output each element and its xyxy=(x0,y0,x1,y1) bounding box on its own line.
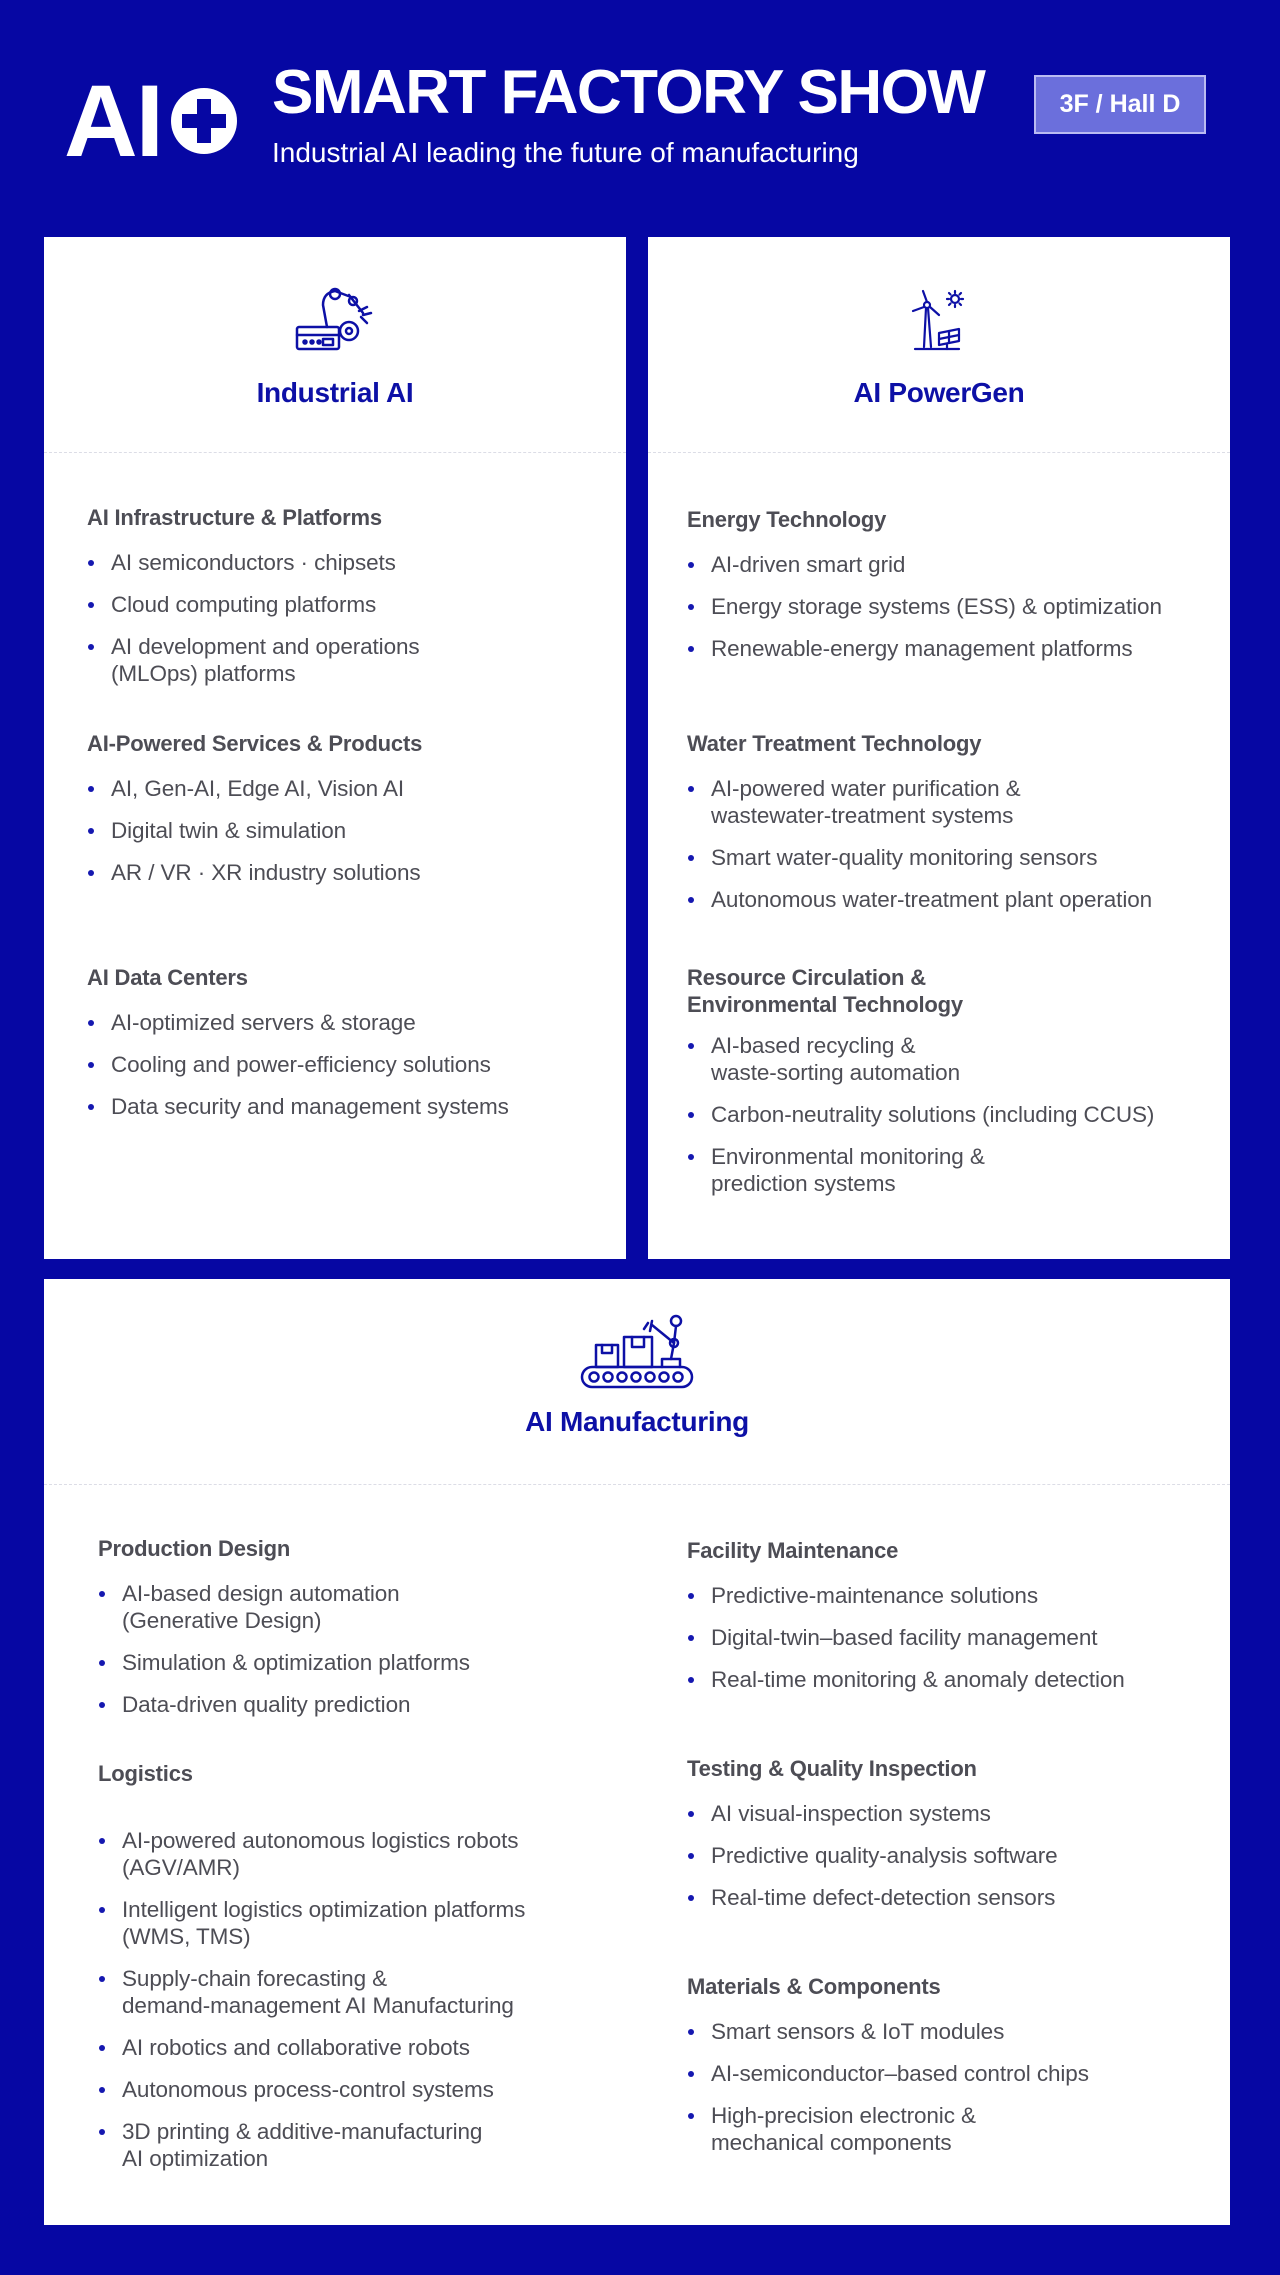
list-item: AI semiconductors · chipsets xyxy=(87,549,420,576)
list-item: AI-semiconductor–based control chips xyxy=(687,2060,1089,2087)
list-item: Autonomous process-control systems xyxy=(98,2076,525,2103)
section-heading: Materials & Components xyxy=(687,1974,941,1999)
section-heading: Logistics xyxy=(98,1761,193,1786)
card-industrial-ai xyxy=(44,237,626,1259)
list-item: Digital twin & simulation xyxy=(87,817,422,844)
list-item: AI-driven smart grid xyxy=(687,551,1162,578)
logo-text: AI xyxy=(64,64,162,178)
section-heading: Water Treatment Technology xyxy=(687,731,982,756)
list-item: Digital-twin–based facility management xyxy=(687,1624,1125,1651)
section-ai-data-centers xyxy=(87,964,509,1135)
section-logistics xyxy=(98,1760,525,2187)
list-item: AI-based design automation (Generative Design) xyxy=(98,1580,470,1634)
hall-badge: 3F / Hall D xyxy=(1034,75,1206,134)
section-testing-quality xyxy=(687,1755,1058,1926)
wind-turbine-icon xyxy=(909,289,969,353)
robot-arm-icon xyxy=(293,283,377,355)
list-item: AI-powered water purification & wastewater-treatment systems xyxy=(687,775,1152,829)
list-item: Carbon-neutrality solutions (including CCUS) xyxy=(687,1101,1154,1128)
list-item: AI development and operations (MLOps) platforms xyxy=(87,633,420,687)
card-header xyxy=(44,1279,1230,1485)
list-item: 3D printing & additive-manufacturing AI optimization xyxy=(98,2118,525,2172)
list-item: AR / VR · XR industry solutions xyxy=(87,859,422,886)
list-item: AI-powered autonomous logistics robots (AGV/AMR) xyxy=(98,1827,525,1881)
list-item: Energy storage systems (ESS) & optimization xyxy=(687,593,1162,620)
section-heading: Production Design xyxy=(98,1536,291,1561)
section-water-treatment xyxy=(687,730,1152,928)
section-materials-components xyxy=(687,1973,1089,2171)
list-item: High-precision electronic & mechanical components xyxy=(687,2102,1089,2156)
page-subtitle: Industrial AI leading the future of manufacturing xyxy=(272,137,859,168)
section-heading: Facility Maintenance xyxy=(687,1538,899,1563)
section-resource-circulation xyxy=(687,964,1154,1212)
card-ai-powergen xyxy=(648,237,1230,1259)
card-title: Industrial AI xyxy=(256,377,414,408)
card-title: AI PowerGen xyxy=(853,377,1025,408)
card-header xyxy=(648,237,1230,453)
page-title: SMART FACTORY SHOW xyxy=(272,58,985,127)
section-heading: AI Data Centers xyxy=(87,965,248,990)
section-ai-powered-services xyxy=(87,730,422,901)
list-item: Simulation & optimization platforms xyxy=(98,1649,470,1676)
card-title: AI Manufacturing xyxy=(525,1406,749,1437)
section-production-design xyxy=(98,1535,470,1733)
card-ai-manufacturing xyxy=(44,1279,1230,2225)
list-item: AI-based recycling & waste-sorting automation xyxy=(687,1032,1154,1086)
header xyxy=(0,0,1280,236)
section-facility-maintenance xyxy=(687,1537,1125,1708)
list-item: Cooling and power-efficiency solutions xyxy=(87,1051,509,1078)
list-item: Data-driven quality prediction xyxy=(98,1691,470,1718)
list-item: Intelligent logistics optimization platforms (WMS, TMS) xyxy=(98,1896,525,1950)
list-item: Predictive quality-analysis software xyxy=(687,1842,1058,1869)
section-heading: AI-Powered Services & Products xyxy=(87,731,423,756)
list-item: Environmental monitoring & prediction systems xyxy=(687,1143,1154,1197)
list-item: Cloud computing platforms xyxy=(87,591,420,618)
list-item: Predictive-maintenance solutions xyxy=(687,1582,1125,1609)
list-item: AI visual-inspection systems xyxy=(687,1800,1058,1827)
section-energy-technology xyxy=(687,506,1162,677)
list-item: Autonomous water-treatment plant operation xyxy=(687,886,1152,913)
plus-circle-icon xyxy=(170,87,238,155)
section-heading: Energy Technology xyxy=(687,507,887,532)
conveyor-robot-icon xyxy=(578,1313,696,1391)
list-item: Data security and management systems xyxy=(87,1093,509,1120)
section-heading: Testing & Quality Inspection xyxy=(687,1756,977,1781)
section-ai-infrastructure xyxy=(87,504,420,702)
card-header xyxy=(44,237,626,453)
list-item: AI-optimized servers & storage xyxy=(87,1009,509,1036)
list-item: Real-time monitoring & anomaly detection xyxy=(687,1666,1125,1693)
list-item: AI, Gen-AI, Edge AI, Vision AI xyxy=(87,775,422,802)
list-item: Renewable-energy management platforms xyxy=(687,635,1162,662)
list-item: Smart water-quality monitoring sensors xyxy=(687,844,1152,871)
list-item: AI robotics and collaborative robots xyxy=(98,2034,525,2061)
list-item: Real-time defect-detection sensors xyxy=(687,1884,1058,1911)
section-heading: Resource Circulation & Environmental Technology xyxy=(687,965,963,1017)
logo xyxy=(64,64,238,178)
section-heading: AI Infrastructure & Platforms xyxy=(87,505,382,530)
list-item: Supply-chain forecasting & demand-management AI Manufacturing xyxy=(98,1965,525,2019)
list-item: Smart sensors & IoT modules xyxy=(687,2018,1089,2045)
